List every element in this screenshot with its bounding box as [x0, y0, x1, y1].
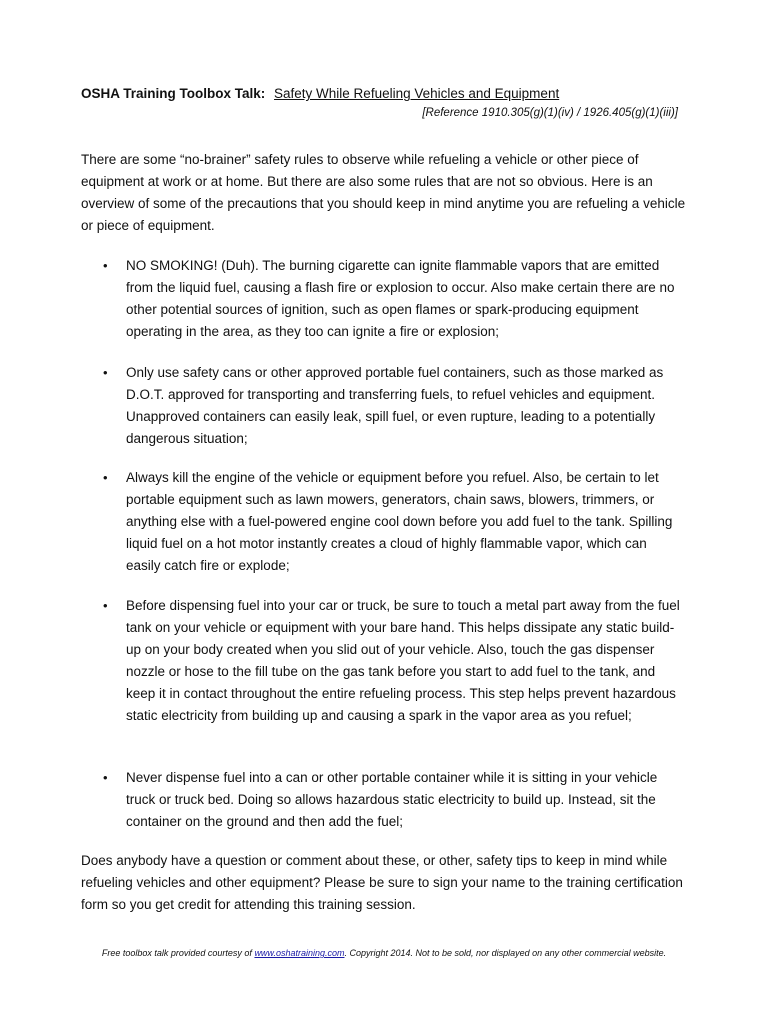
list-item [103, 595, 684, 727]
page-footer [0, 946, 768, 960]
list-item-text: Always kill the engine of the vehicle or equipment before you refuel. Also, be certain to let portable equipment such as lawn mowers, generators, chain saws, blowers, trimmers, or anything else with a fuel-powered engine cool down before you add fuel to the tank. Spilling liquid fuel on a hot motor instantly creates a cloud of highly flammable vapor, which can easily catch fire or explode; [126, 470, 673, 573]
list-item-text: Before dispensing fuel into your car or truck, be sure to touch a metal part away from the fuel tank on your vehicle or equipment with your bare hand. This helps dissipate any static build-up on your body created when you slid out of your vehicle. Also, touch the gas dispenser nozzle or hose to the fill tube on the gas tank before you start to add fuel to the tank, and keep it in contact throughout the entire refueling process. This step helps prevent hazardous static electricity from building up and causing a spark in the vapor area as you refuel; [126, 598, 680, 723]
closing-paragraph: Does anybody have a question or comment about these, or other, safety tips to keep in mind while refueling vehicles and other equipment? Please be sure to sign your name to the training certification form so you get credit for attending this training session. [81, 853, 683, 912]
list-item-text: Only use safety cans or other approved portable fuel containers, such as those marked as D.O.T. approved for transporting and transferring fuels, to refuel vehicles and equipment. Unapproved containers can easily leak, spill fuel, or even rupture, leading to a potentially dangerous situation; [126, 365, 664, 446]
intro-paragraph: There are some “no-brainer” safety rules to observe while refueling a vehicle or other piece of equipment at work or at home. But there are also some rules that are not so obvious. Here is an overview of some of the precautions that you should keep in mind anytime you are refueling a vehicle or piece of equipment. [81, 152, 686, 233]
document-title [81, 85, 559, 103]
list-item [103, 467, 684, 577]
bullet-icon: • [103, 258, 108, 273]
bullet-icon: • [103, 770, 108, 785]
list-item [103, 362, 684, 450]
title-topic: Safety While Refueling Vehicles and Equipment [274, 86, 560, 101]
regulation-reference: [Reference 1910.305(g)(1)(iv) / 1926.405(g)(1)(iii)] [422, 107, 678, 119]
list-item [103, 255, 684, 343]
bullet-icon: • [103, 470, 108, 485]
footer-prefix: Free toolbox talk provided courtesy of [101, 948, 252, 958]
list-item [103, 767, 684, 833]
footer-suffix: . Copyright 2014. Not to be sold, nor displayed on any other commercial website. [344, 948, 667, 958]
list-item-text: Never dispense fuel into a can or other portable container while it is sitting in your vehicle truck or truck bed. Doing so allows hazardous static electricity to build up. Instead, sit the container on the ground and then add the fuel; [126, 770, 658, 829]
list-item-text: NO SMOKING! (Duh). The burning cigarette can ignite flammable vapors that are emitted from the liquid fuel, causing a flash fire or explosion to occur. Also make certain there are no other potential sources of ignition, such as open flames or spark-producing equipment operating in the area, as they too can ignite a fire or explosion; [126, 258, 675, 339]
bullet-icon: • [103, 598, 108, 613]
title-label: OSHA Training Toolbox Talk: [81, 86, 266, 101]
bullet-icon: • [103, 365, 108, 380]
footer-link[interactable]: www.oshatraining.com [254, 948, 345, 958]
